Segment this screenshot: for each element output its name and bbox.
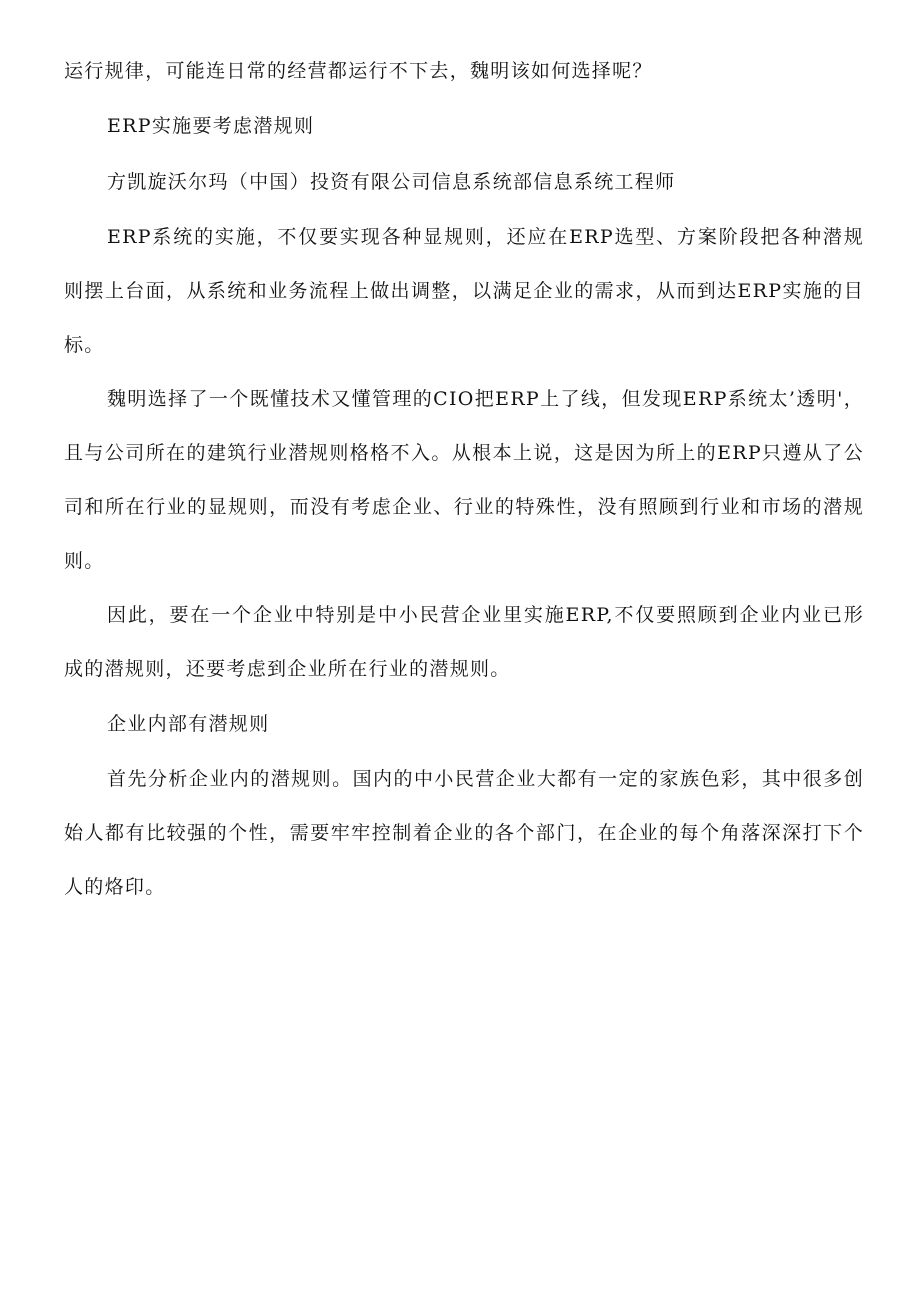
document-page [64,52,864,914]
paragraph-continuation: 运行规律，可能连日常的经营都运行不下去，魏明该如何选择呢？ [64,60,653,82]
section-title: ERP实施要考虑潜规则 [107,115,315,137]
paragraph-weiming-choice: 魏明选择了一个既懂技术又懂管理的CIO把ERP上了线，但发现ERP系统太’透明'，且与公司所在的建筑行业潜规则格格不入。从根本上说，这是因为所上的ERP只遵从了公司和所在行业的显规则，而没有考虑企业、行业的特殊性，没有照顾到行业和市场的潜规则。 [64,388,864,572]
paragraph-erp-implementation: ERP系统的实施，不仅要实现各种显规则，还应在ERP选型、方案阶段把各种潜规则摆上台面，从系统和业务流程上做出调整，以满足企业的需求，从而到达ERP实施的目标。 [64,226,864,356]
subsection-title: 企业内部有潜规则 [107,713,270,735]
author-line: 方凯旋沃尔玛（中国）投资有限公司信息系统部信息系统工程师 [107,171,676,193]
paragraph-internal-rules: 首先分析企业内的潜规则。国内的中小民营企业大都有一定的家族色彩，其中很多创始人都有比较强的个性，需要牢牢控制着企业的各个部门，在企业的每个角落深深打下个人的烙印。 [64,768,864,898]
paragraph-conclusion: 因此，要在一个企业中特别是中小民营企业里实施ERP,不仅要照顾到企业内业已形成的潜规则，还要考虑到企业所在行业的潜规则。 [64,604,864,680]
